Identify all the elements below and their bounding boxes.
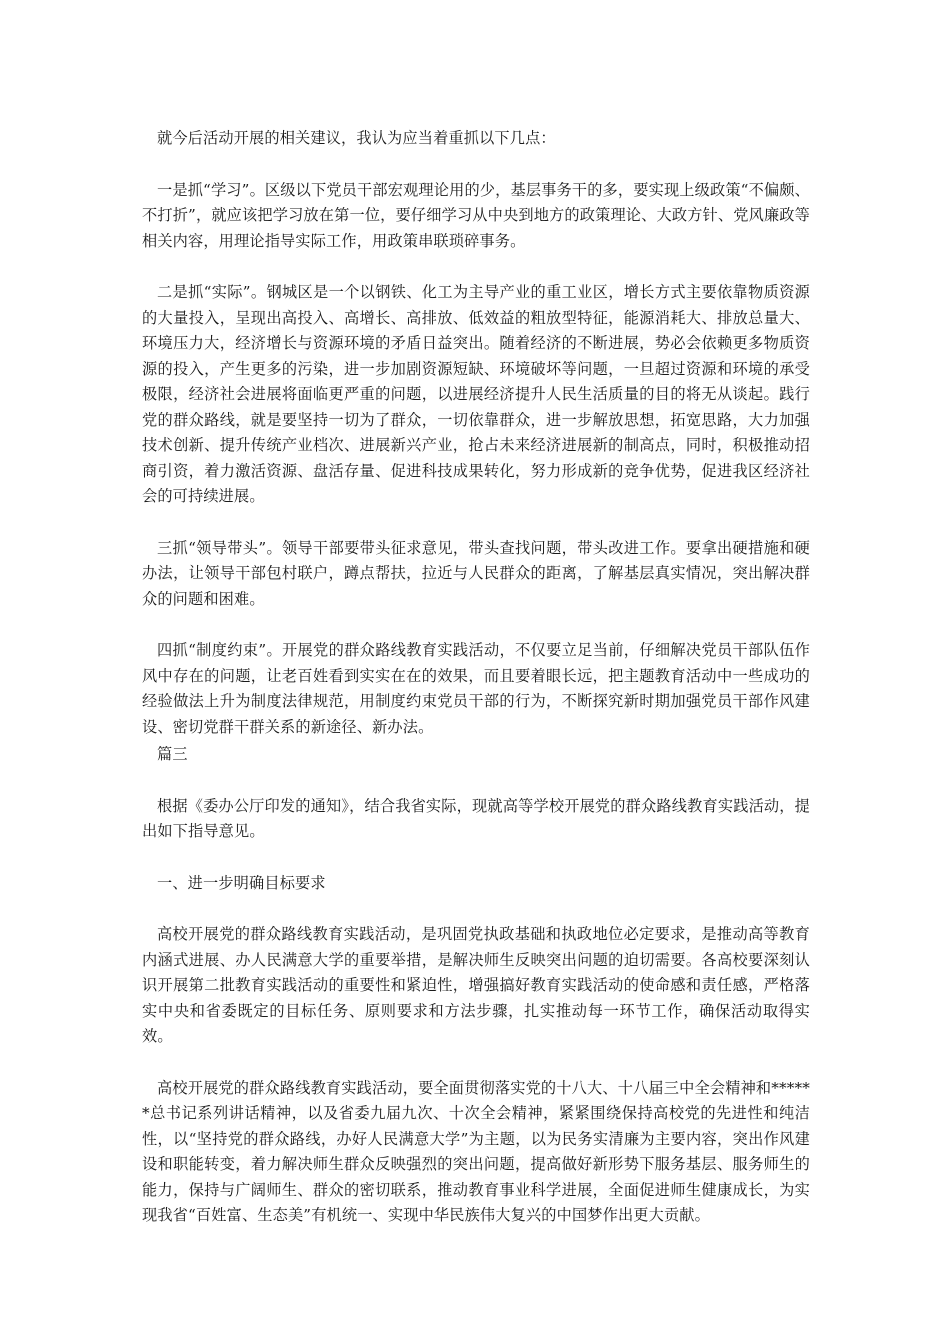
section-heading-part-three: 篇三 — [157, 745, 188, 763]
paragraph-point-one-study: 一是抓“学习”。区级以下党员干部宏观理论用的少，基层事务干的多，要实现上级政策“不偏颇、不打折”，就应该把学习放在第一位，要仔细学习从中央到地方的政策理论、大政方针、党风廉政等相关内容，用理论指导实际工作，用政策串联琐碎事务。 — [142, 180, 810, 250]
document-body — [142, 126, 810, 1229]
paragraph-point-four-institution: 四抓“制度约束”。开展党的群众路线教育实践活动，不仅要立足当前，仔细解决党员干部队伍作风中存在的问题，让老百姓看到实实在在的效果，而且要着眼长远，把主题教育活动中一些成功的经验做法上升为制度法律规范，用制度约束党员干部的行为，不断探究新时期加强党员干部作风建设、密切党群干群关系的新途径、新办法。 — [142, 641, 810, 736]
paragraph-goals-significance: 高校开展党的群众路线教育实践活动，是巩固党执政基础和执政地位必定要求，是推动高等教育内涵式进展、办人民满意大学的重要举措，是解决师生反映突出问题的迫切需要。各高校要深刻认识开展第二批教育实践活动的重要性和紧迫性，增强搞好教育实践活动的使命感和责任感，严格落实中央和省委既定的目标任务、原则要求和方法步骤，扎实推动每一环节工作，确保活动取得实效。 — [142, 925, 810, 1045]
paragraph-intro: 就今后活动开展的相关建议，我认为应当着重抓以下几点： — [157, 129, 556, 147]
section-heading-goals: 一、进一步明确目标要求 — [157, 873, 326, 892]
paragraph-point-three-leadership: 三抓“领导带头”。领导干部要带头征求意见，带头查找问题，带头改进工作。要拿出硬措施和硬办法，让领导干部包村联户，蹲点帮扶，拉近与人民群众的距离，了解基层真实情况，突出解决群众的问题和困难。 — [142, 538, 810, 608]
paragraph-notice-basis: 根据《委办公厅印发的通知》，结合我省实际，现就高等学校开展党的群众路线教育实践活动，提出如下指导意见。 — [142, 796, 810, 840]
paragraph-goals-guidance: 高校开展党的群众路线教育实践活动，要全面贯彻落实党的十八大、十八届三中全会精神和******总书记系列讲话精神，以及省委九届九次、十次全会精神，紧紧围绕保持高校党的先进性和纯洁性，以“坚持党的群众路线，办好人民满意大学”为主题，以为民务实清廉为主要内容，突出作风建设和职能转变，着力解决师生群众反映强烈的突出问题，提高做好新形势下服务基层、服务师生的能力，保持与广阔师生、群众的密切联系，推动教育事业科学进展，全面促进师生健康成长，为实现我省“百姓富、生态美”有机统一、实现中华民族伟大复兴的中国梦作出更大贡献。 — [142, 1078, 810, 1224]
paragraph-point-two-practice: 二是抓“实际”。钢城区是一个以钢铁、化工为主导产业的重工业区，增长方式主要依靠物质资源的大量投入，呈现出高投入、高增长、高排放、低效益的粗放型特征，能源消耗大、排放总量大、环境压力大，经济增长与资源环境的矛盾日益突出。随着经济的不断进展，势必会依赖更多物质资源的投入，产生更多的污染，进一步加剧资源短缺、环境破坏等问题，一旦超过资源和环境的承受极限，经济社会进展将面临更严重的问题，以进展经济提升人民生活质量的目的将无从谈起。践行党的群众路线，就是要坚持一切为了群众，一切依靠群众，进一步解放思想，拓宽思路，大力加强技术创新、提升传统产业档次、进展新兴产业，抢占未来经济进展新的制高点，同时，积极推动招商引资，着力激活资源、盘活存量、促进科技成果转化，努力形成新的竞争优势，促进我区经济社会的可持续进展。 — [142, 283, 810, 505]
